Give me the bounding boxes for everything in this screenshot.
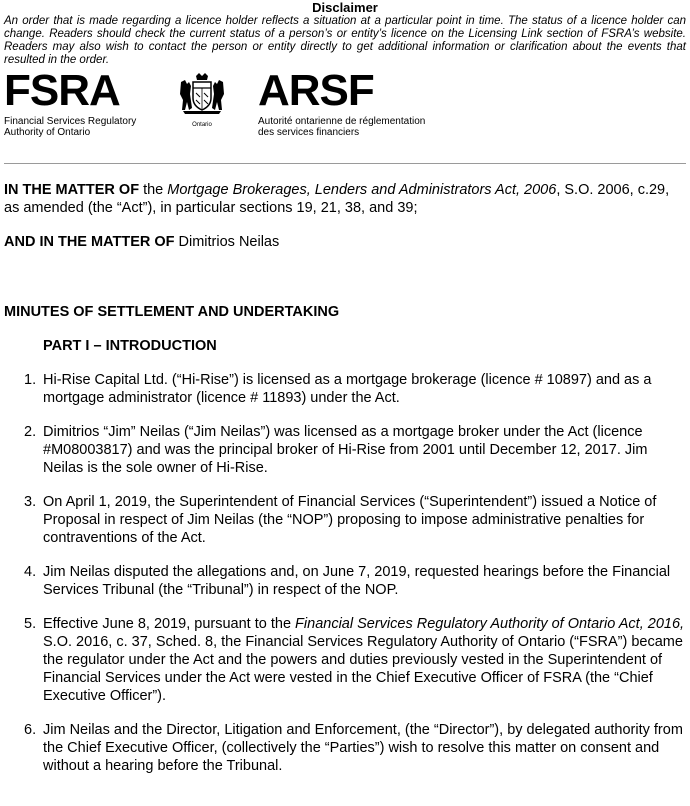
list-item-number: 1.: [24, 372, 37, 388]
list-item-text-pre: Effective June 8, 2019, pursuant to the: [43, 616, 296, 632]
arsf-logo-subtitle-line2: des services financiers: [258, 127, 360, 138]
list-item-text: Dimitrios “Jim” Neilas (“Jim Neilas”) was licensed as a mortgage broker under the Act (licence #M08003817) and was the principal broker of Hi-Rise from 2001 until December 12, 2017. Jim Neilas is the sole owner of Hi-Rise.: [43, 424, 648, 476]
act-title: Mortgage Brokerages, Lenders and Administrators Act, 2006: [167, 182, 557, 198]
matter-post-1: , S.O. 2006, c.29, as amended (the “Act”), in particular sections 19, 21, 38, and 39;: [4, 182, 670, 216]
matter-lead-1: IN THE MATTER OF: [4, 182, 140, 198]
list-item-number: 2.: [24, 424, 37, 440]
fsra-logo: [4, 66, 137, 138]
fsra-logo-subtitle-line2: Authority of Ontario: [4, 127, 91, 138]
fsra-act-title: Financial Services Regulatory Authority of Ontario Act, 2016,: [295, 616, 685, 632]
list-item-number: 6.: [24, 722, 37, 738]
arsf-logo: [258, 66, 426, 138]
list-item-number: 5.: [24, 616, 37, 632]
disclaimer-title: Disclaimer: [312, 0, 378, 15]
list-item-text: On April 1, 2019, the Superintendent of Financial Services (“Superintendent”) issued a Notice of Proposal in respect of Jim Neilas (the “NOP”) proposing to impose administrative penalties for contraventions of the Act.: [43, 494, 657, 546]
fsra-logo-subtitle-line1: Financial Services Regulatory: [4, 116, 137, 127]
list-item-number: 3.: [24, 494, 37, 510]
numbered-list: [4, 371, 686, 775]
list-item-number: 4.: [24, 564, 37, 580]
list-item-text: Jim Neilas and the Director, Litigation and Enforcement, (the “Director”), by delegated authority from the Chief Executive Officer, (collectively the “Parties”) wish to resolve this matter on consent and without a hearing before the Tribunal.: [43, 722, 683, 774]
list-item-text-post: S.O. 2016, c. 37, Sched. 8, the Financial Services Regulatory Authority of Ontario (“FSRA”) became the regulator under the Act and the powers and duties previously vested in the Superintendent of Financial Services under the Act were vested in the Chief Executive Officer of FSRA (the “Chief Executive Officer”).: [43, 634, 683, 704]
arsf-logo-subtitle-line1: Autorité ontarienne de réglementation: [258, 116, 426, 127]
matter-paragraph-2: [4, 233, 686, 251]
list-item-text: Jim Neilas disputed the allegations and, on June 7, 2019, requested hearings before the Financial Services Tribunal (the “Tribunal”) in respect of the NOP.: [43, 564, 671, 598]
list-item: [4, 423, 686, 477]
header-divider: [4, 163, 686, 164]
list-item: [4, 615, 686, 705]
arsf-logo-word: ARSF: [258, 66, 374, 115]
ontario-coat-of-arms: [176, 72, 228, 129]
logo-row: [0, 66, 690, 157]
list-item-text: Hi-Rise Capital Ltd. (“Hi-Rise”) is licensed as a mortgage brokerage (licence # 10897) and as a mortgage administrator (licence # 11893) under the Act.: [43, 372, 652, 406]
ontario-crest-icon: [177, 72, 227, 116]
list-item: [4, 493, 686, 547]
matter-lead-2: AND IN THE MATTER OF: [4, 234, 175, 250]
part-heading: PART I – INTRODUCTION: [43, 338, 217, 354]
respondent-name: Dimitrios Neilas: [174, 234, 280, 250]
fsra-logo-word: FSRA: [4, 66, 120, 115]
disclaimer: [0, 0, 690, 67]
list-item: [4, 721, 686, 775]
list-item: [4, 563, 686, 599]
document-body: [4, 181, 686, 791]
list-item: [4, 371, 686, 407]
ontario-caption: Ontario: [192, 122, 212, 128]
minutes-title: MINUTES OF SETTLEMENT AND UNDERTAKING: [4, 304, 340, 320]
matter-paragraph-1: [4, 181, 686, 217]
matter-pre-1: the: [139, 182, 168, 198]
disclaimer-text: An order that is made regarding a licence holder reflects a situation at a particular point in time. The status of a licence holder can change. Readers should check the current status of a person’s or entity’s licence on the Licensing Link section of FSRA’s website. Readers may also wish to contact the person or entity directly to get additional information or clarification about the events that resulted in the order.: [4, 15, 686, 66]
